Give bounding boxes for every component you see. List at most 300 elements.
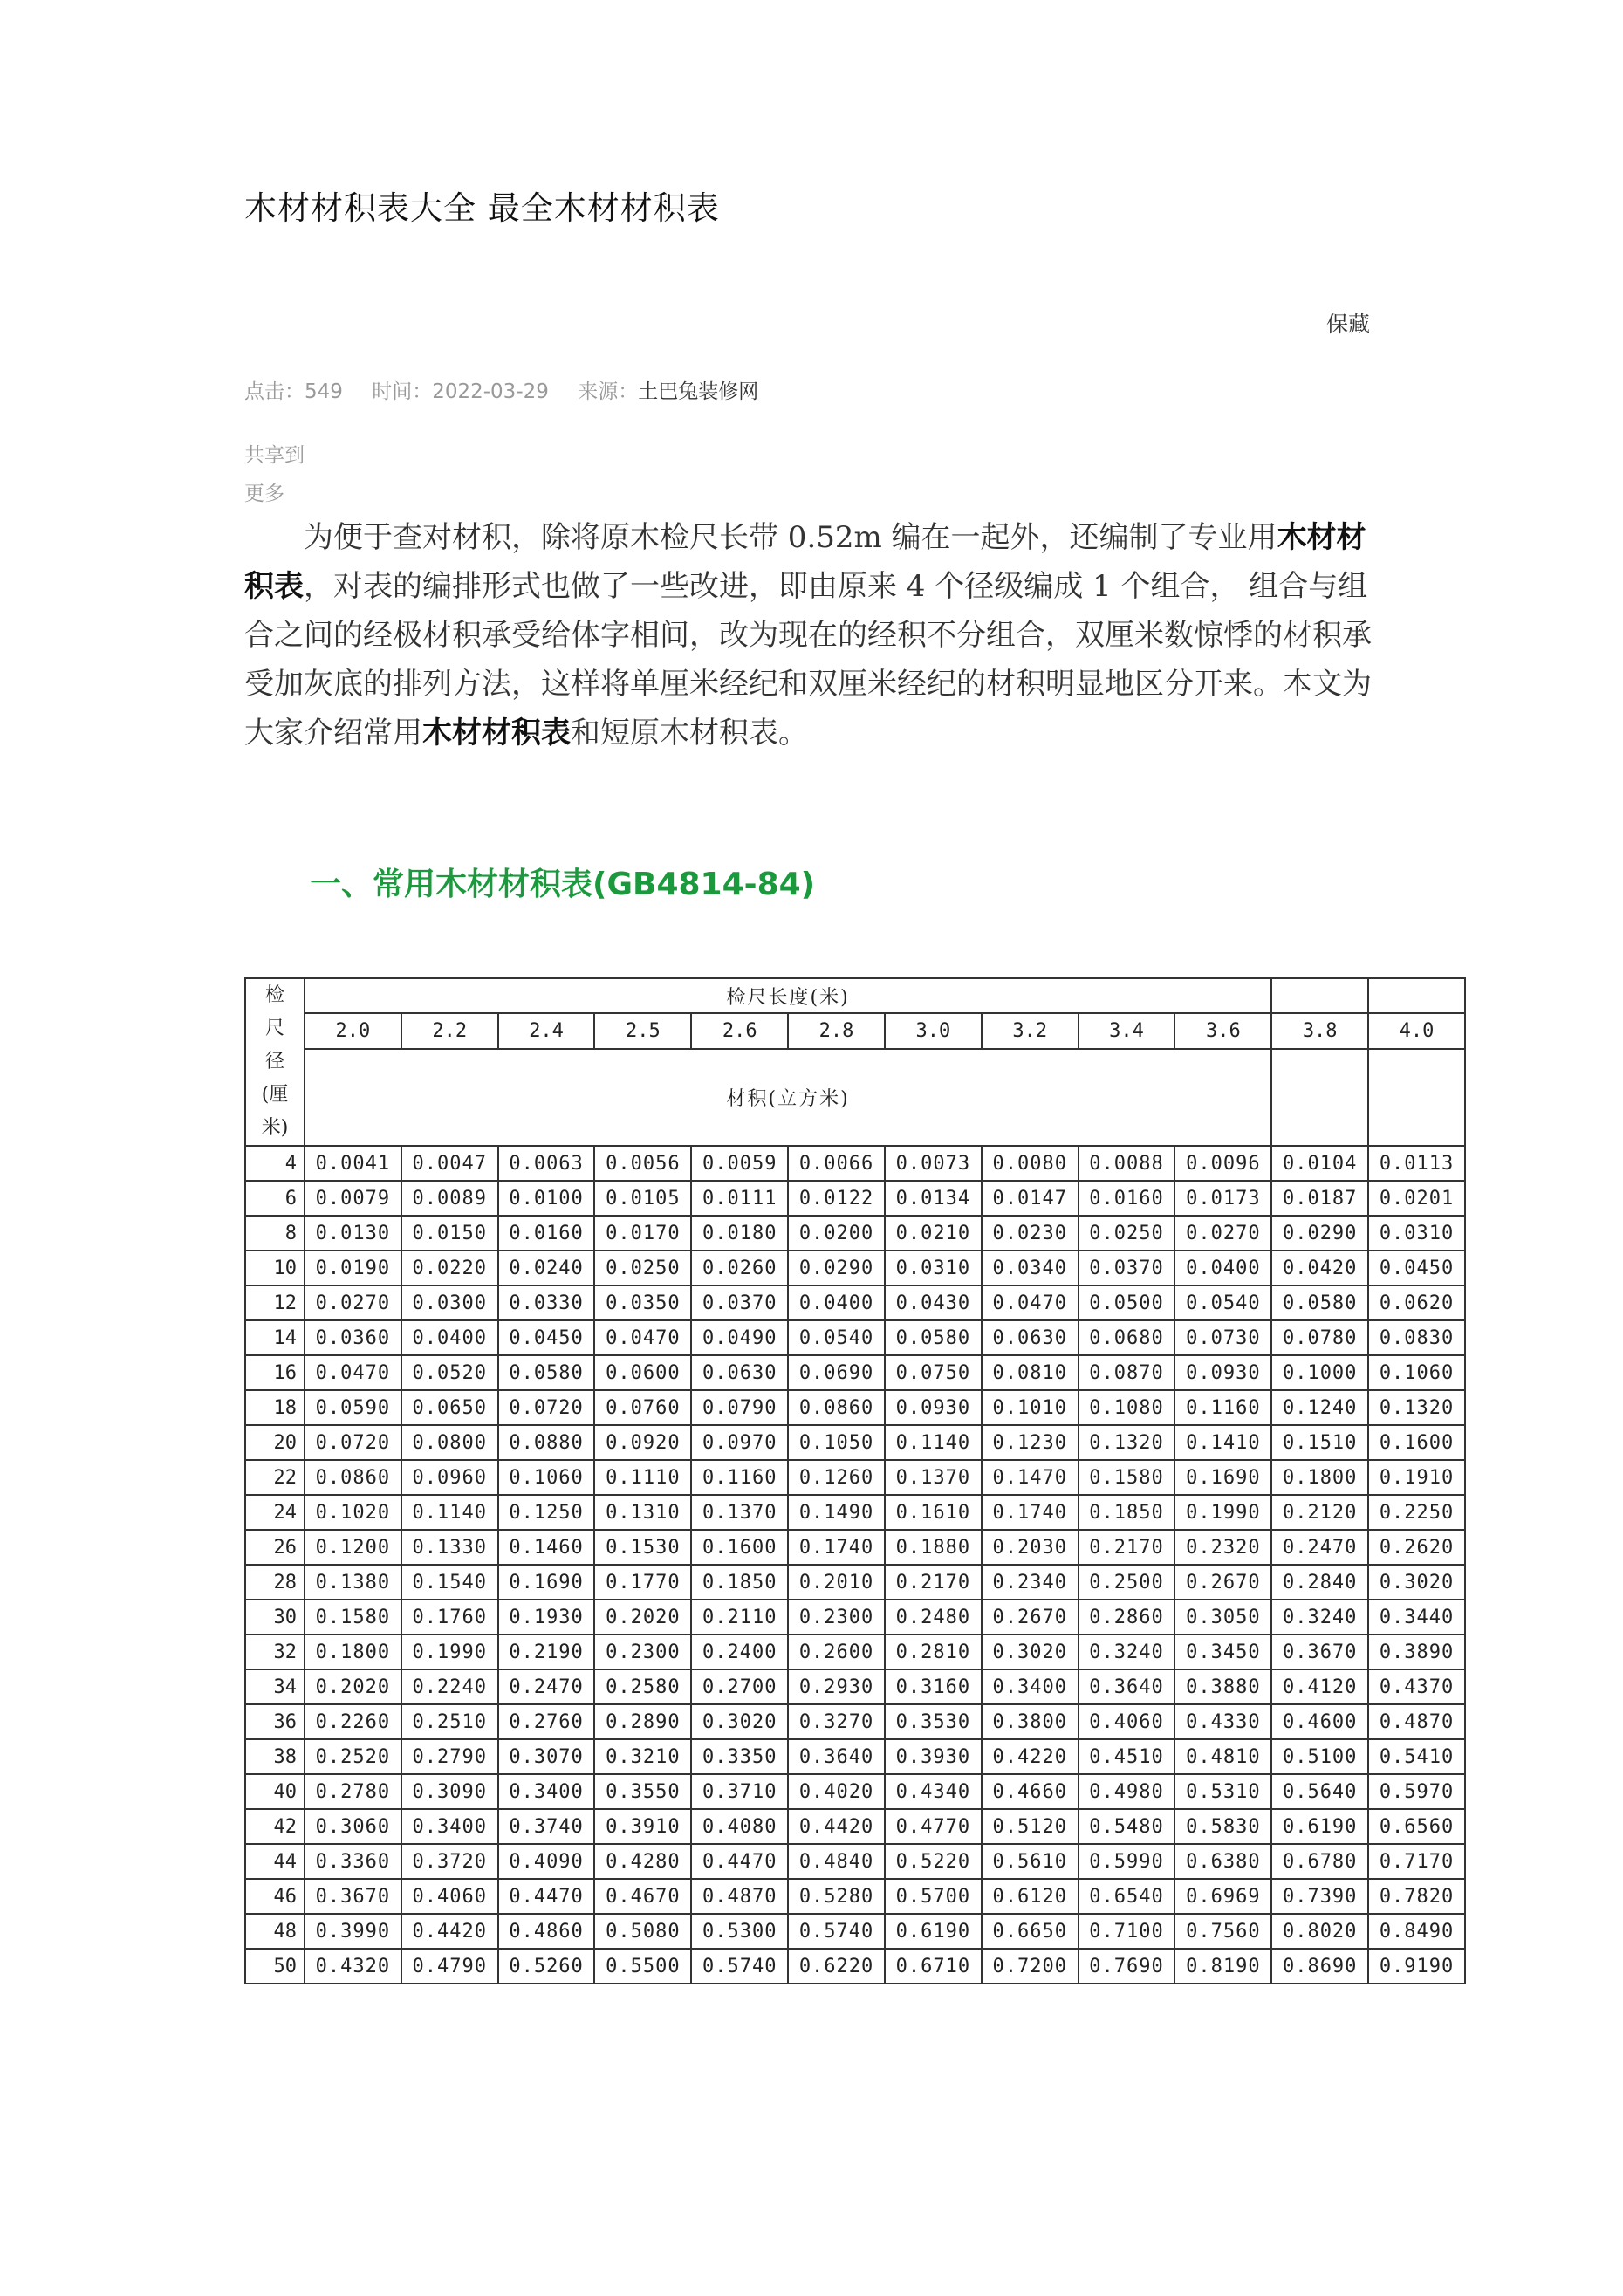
volume-cell: 0.0310 [885,1251,982,1285]
volume-cell: 0.1000 [1271,1355,1368,1390]
table-row [245,1390,1465,1425]
volume-cell: 0.0960 [401,1460,498,1495]
volume-cell: 0.4790 [401,1949,498,1984]
volume-cell: 0.0250 [1079,1216,1175,1251]
diameter-cell: 16 [245,1355,305,1390]
volume-cell: 0.3090 [401,1774,498,1809]
volume-cell: 0.0430 [885,1285,982,1320]
diameter-cell: 30 [245,1600,305,1635]
table-row [245,1495,1465,1530]
diameter-cell: 12 [245,1285,305,1320]
source-label: 来源： [578,380,639,403]
table-row [245,1774,1465,1809]
source-link[interactable]: 土巴兔装修网 [638,380,759,403]
table-row [245,1216,1465,1251]
volume-cell: 0.0630 [691,1355,788,1390]
volume-cell: 0.5990 [1079,1844,1175,1879]
length-cell: 3.8 [1271,1013,1368,1048]
volume-cell: 0.6560 [1368,1809,1465,1844]
volume-cell: 0.0130 [305,1216,401,1251]
volume-cell: 0.0730 [1174,1320,1271,1355]
volume-cell: 0.2580 [594,1669,691,1704]
volume-cell: 0.0056 [594,1146,691,1181]
diameter-cell: 40 [245,1774,305,1809]
volume-cell: 0.5280 [788,1879,885,1914]
volume-cell: 0.1320 [1079,1425,1175,1460]
favorite-button[interactable]: 保藏 [1325,312,1370,337]
volume-cell: 0.2110 [691,1600,788,1635]
volume-cell: 0.0810 [982,1355,1079,1390]
click-count: 点击：549 [244,380,343,403]
volume-cell: 0.1770 [594,1565,691,1600]
volume-cell: 0.0096 [1174,1146,1271,1181]
volume-cell: 0.0100 [498,1181,595,1216]
volume-cell: 0.2510 [401,1704,498,1739]
volume-cell: 0.5700 [885,1879,982,1914]
volume-cell: 0.1080 [1079,1390,1175,1425]
volume-cell: 0.1610 [885,1495,982,1530]
volume-cell: 0.3270 [788,1704,885,1739]
volume-cell: 0.1110 [594,1460,691,1495]
volume-cell: 0.2810 [885,1635,982,1669]
volume-cell: 0.0073 [885,1146,982,1181]
diameter-cell: 26 [245,1530,305,1565]
volume-cell: 0.1240 [1271,1390,1368,1425]
table-body [245,1146,1465,1984]
volume-cell: 0.5740 [691,1949,788,1984]
volume-cell: 0.0080 [982,1146,1079,1181]
volume-cell: 0.0470 [982,1285,1079,1320]
volume-cell: 0.1530 [594,1530,691,1565]
volume-cell: 0.1910 [1368,1460,1465,1495]
volume-cell: 0.0630 [982,1320,1079,1355]
volume-cell: 0.8490 [1368,1914,1465,1949]
length-cell: 3.6 [1174,1013,1271,1048]
volume-cell: 0.2020 [305,1669,401,1704]
volume-cell: 0.7820 [1368,1879,1465,1914]
volume-cell: 0.1380 [305,1565,401,1600]
volume-cell: 0.2700 [691,1669,788,1704]
volume-cell: 0.1850 [691,1565,788,1600]
volume-cell: 0.4870 [1368,1704,1465,1739]
volume-cell: 0.5480 [1079,1809,1175,1844]
volume-cell: 0.6540 [1079,1879,1175,1914]
volume-cell: 0.2500 [1079,1565,1175,1600]
volume-cell: 0.2840 [1271,1565,1368,1600]
diameter-cell: 50 [245,1949,305,1984]
volume-cell: 0.0500 [1079,1285,1175,1320]
volume-cell: 0.2010 [788,1565,885,1600]
volume-cell: 0.5410 [1368,1739,1465,1774]
diameter-cell: 10 [245,1251,305,1285]
share-to-label[interactable]: 共享到 [244,444,305,467]
diameter-cell: 22 [245,1460,305,1495]
volume-cell: 0.4280 [594,1844,691,1879]
volume-cell: 0.4420 [401,1914,498,1949]
table-row [245,1704,1465,1739]
volume-cell: 0.5300 [691,1914,788,1949]
volume-cell: 0.0490 [691,1320,788,1355]
volume-cell: 0.0260 [691,1251,788,1285]
volume-cell: 0.0111 [691,1181,788,1216]
volume-cell: 0.3210 [594,1739,691,1774]
volume-cell: 0.7170 [1368,1844,1465,1879]
intro-text-2: ，对表的编排形式也做了一些改进，即由原来 4 个径级编成 1 个组合， 组合与组合之间的经极材积承受给体字相间，改为现在的经积不分组合，双厘米数惊悸的材积承受加灰底的排列方法，这样将单厘米经纪和双厘米经纪的材积明显地区分开来。本文为大家介绍常用 [244,569,1372,750]
volume-cell: 0.2790 [401,1739,498,1774]
volume-cell: 0.0580 [885,1320,982,1355]
volume-cell: 0.3440 [1368,1600,1465,1635]
volume-cell: 0.0201 [1368,1181,1465,1216]
volume-cell: 0.3020 [691,1704,788,1739]
volume-header-blank [1368,1049,1465,1146]
diameter-cell: 42 [245,1809,305,1844]
volume-cell: 0.0650 [401,1390,498,1425]
diameter-cell: 44 [245,1844,305,1879]
volume-cell: 0.3670 [1271,1635,1368,1669]
volume-cell: 0.3400 [401,1809,498,1844]
volume-cell: 0.2400 [691,1635,788,1669]
volume-cell: 0.6650 [982,1914,1079,1949]
intro-keyword-link-1[interactable]: 木材材积表 [244,520,1366,604]
volume-cell: 0.2620 [1368,1530,1465,1565]
volume-cell: 0.1930 [498,1600,595,1635]
volume-cell: 0.2670 [982,1600,1079,1635]
volume-cell: 0.6380 [1174,1844,1271,1879]
volume-cell: 0.5830 [1174,1809,1271,1844]
table-row [245,1565,1465,1600]
intro-text-3: 和短原木材积表。 [571,716,808,750]
volume-cell: 0.7200 [982,1949,1079,1984]
volume-cell: 0.7390 [1271,1879,1368,1914]
volume-cell: 0.3400 [498,1774,595,1809]
volume-cell: 0.1410 [1174,1425,1271,1460]
volume-cell: 0.0880 [498,1425,595,1460]
volume-cell: 0.1370 [691,1495,788,1530]
volume-cell: 0.2890 [594,1704,691,1739]
volume-cell: 0.3060 [305,1809,401,1844]
table-row [245,1914,1465,1949]
volume-cell: 0.1020 [305,1495,401,1530]
volume-cell: 0.1990 [401,1635,498,1669]
volume-cell: 0.1580 [305,1600,401,1635]
volume-cell: 0.0088 [1079,1146,1175,1181]
volume-cell: 0.2340 [982,1565,1079,1600]
volume-cell: 0.3450 [1174,1635,1271,1669]
volume-cell: 0.4810 [1174,1739,1271,1774]
volume-cell: 0.0160 [1079,1181,1175,1216]
volume-cell: 0.5310 [1174,1774,1271,1809]
length-cell: 2.5 [594,1013,691,1048]
volume-cell: 0.0290 [1271,1216,1368,1251]
volume-cell: 0.0790 [691,1390,788,1425]
volume-cell: 0.1230 [982,1425,1079,1460]
volume-cell: 0.4090 [498,1844,595,1879]
table-row [245,1355,1465,1390]
volume-cell: 0.1250 [498,1495,595,1530]
volume-cell: 0.0310 [1368,1216,1465,1251]
volume-cell: 0.3990 [305,1914,401,1949]
volume-cell: 0.0780 [1271,1320,1368,1355]
volume-cell: 0.5740 [788,1914,885,1949]
volume-cell: 0.0420 [1271,1251,1368,1285]
volume-cell: 0.1330 [401,1530,498,1565]
section-heading: 一、常用木材材积表(GB4814-84) [310,867,816,902]
volume-cell: 0.2320 [1174,1530,1271,1565]
volume-cell: 0.0860 [305,1460,401,1495]
volume-cell: 0.0930 [1174,1355,1271,1390]
volume-cell: 0.1010 [982,1390,1079,1425]
volume-cell: 0.2190 [498,1635,595,1669]
volume-cell: 0.0350 [594,1285,691,1320]
volume-cell: 0.0580 [498,1355,595,1390]
article-meta [244,375,781,404]
volume-cell: 0.1580 [1079,1460,1175,1495]
table-row [245,1600,1465,1635]
volume-cell: 0.1800 [305,1635,401,1669]
volume-cell: 0.3240 [1271,1600,1368,1635]
volume-cell: 0.0680 [1079,1320,1175,1355]
volume-cell: 0.5970 [1368,1774,1465,1809]
volume-cell: 0.1690 [498,1565,595,1600]
volume-cell: 0.0720 [305,1425,401,1460]
volume-cell: 0.0920 [594,1425,691,1460]
volume-cell: 0.6780 [1271,1844,1368,1879]
volume-cell: 0.2300 [788,1600,885,1635]
volume-cell: 0.0240 [498,1251,595,1285]
volume-cell: 0.0370 [1079,1251,1175,1285]
volume-cell: 0.4660 [982,1774,1079,1809]
volume-cell: 0.2170 [885,1565,982,1600]
volume-cell: 0.0089 [401,1181,498,1216]
more-link[interactable]: 更多 [244,483,284,505]
volume-cell: 0.0160 [498,1216,595,1251]
volume-cell: 0.0370 [691,1285,788,1320]
volume-cell: 0.0066 [788,1146,885,1181]
volume-cell: 0.3740 [498,1809,595,1844]
length-group-header: 检尺长度(米) [305,978,1271,1013]
volume-cell: 0.1260 [788,1460,885,1495]
volume-cell: 0.1160 [691,1460,788,1495]
volume-cell: 0.0590 [305,1390,401,1425]
volume-cell: 0.0400 [1174,1251,1271,1285]
volume-cell: 0.1990 [1174,1495,1271,1530]
volume-cell: 0.0580 [1271,1285,1368,1320]
volume-cell: 0.1850 [1079,1495,1175,1530]
volume-cell: 0.0470 [594,1320,691,1355]
volume-cell: 0.1880 [885,1530,982,1565]
volume-cell: 0.0104 [1271,1146,1368,1181]
volume-cell: 0.3070 [498,1739,595,1774]
volume-cell: 0.4980 [1079,1774,1175,1809]
volume-cell: 0.2480 [885,1600,982,1635]
table-row [245,1809,1465,1844]
volume-cell: 0.0220 [401,1251,498,1285]
diameter-cell: 14 [245,1320,305,1355]
volume-cell: 0.0860 [788,1390,885,1425]
volume-cell: 0.1310 [594,1495,691,1530]
length-cell: 4.0 [1368,1013,1465,1048]
volume-cell: 0.0180 [691,1216,788,1251]
volume-cell: 0.0300 [401,1285,498,1320]
volume-cell: 0.0360 [305,1320,401,1355]
diameter-cell: 20 [245,1425,305,1460]
volume-cell: 0.1140 [401,1495,498,1530]
table-row [245,1460,1465,1495]
volume-cell: 0.4320 [305,1949,401,1984]
volume-cell: 0.2780 [305,1774,401,1809]
volume-cell: 0.0150 [401,1216,498,1251]
volume-cell: 0.1740 [982,1495,1079,1530]
volume-cell: 0.3880 [1174,1669,1271,1704]
length-cell: 3.4 [1079,1013,1175,1048]
volume-cell: 0.4020 [788,1774,885,1809]
diameter-cell: 48 [245,1914,305,1949]
volume-cell: 0.0230 [982,1216,1079,1251]
timber-volume-table [244,977,1466,1984]
volume-cell: 0.0970 [691,1425,788,1460]
volume-cell: 0.1470 [982,1460,1079,1495]
volume-cell: 0.0270 [305,1285,401,1320]
diameter-cell: 6 [245,1181,305,1216]
volume-cell: 0.1460 [498,1530,595,1565]
volume-cell: 0.4420 [788,1809,885,1844]
volume-cell: 0.4670 [594,1879,691,1914]
volume-cell: 0.3710 [691,1774,788,1809]
diameter-cell: 36 [245,1704,305,1739]
length-cell: 2.0 [305,1013,401,1048]
volume-cell: 0.5120 [982,1809,1079,1844]
length-cell: 2.6 [691,1013,788,1048]
volume-cell: 0.4370 [1368,1669,1465,1704]
volume-cell: 0.1800 [1271,1460,1368,1495]
volume-cell: 0.3400 [982,1669,1079,1704]
volume-cell: 0.2470 [498,1669,595,1704]
volume-cell: 0.1740 [788,1530,885,1565]
volume-cell: 0.4870 [691,1879,788,1914]
volume-cell: 0.3530 [885,1704,982,1739]
volume-cell: 0.8190 [1174,1949,1271,1984]
volume-cell: 0.0600 [594,1355,691,1390]
volume-cell: 0.0930 [885,1390,982,1425]
volume-cell: 0.0340 [982,1251,1079,1285]
table-row [245,1879,1465,1914]
volume-cell: 0.1320 [1368,1390,1465,1425]
volume-cell: 0.4770 [885,1809,982,1844]
volume-cell: 0.6969 [1174,1879,1271,1914]
article-title: 木材材积表大全 最全木材材积表 [244,189,720,227]
volume-cell: 0.8690 [1271,1949,1368,1984]
volume-cell: 0.4330 [1174,1704,1271,1739]
volume-cell: 0.0134 [885,1181,982,1216]
volume-header-blank [1271,1049,1368,1146]
volume-cell: 0.0830 [1368,1320,1465,1355]
volume-cell: 0.6190 [1271,1809,1368,1844]
volume-cell: 0.3020 [1368,1565,1465,1600]
volume-cell: 0.0187 [1271,1181,1368,1216]
volume-cell: 0.0690 [788,1355,885,1390]
volume-cell: 0.3640 [1079,1669,1175,1704]
volume-cell: 0.3550 [594,1774,691,1809]
volume-cell: 0.3020 [982,1635,1079,1669]
volume-cell: 0.0200 [788,1216,885,1251]
volume-cell: 0.0250 [594,1251,691,1285]
volume-cell: 0.1140 [885,1425,982,1460]
volume-cell: 0.1160 [1174,1390,1271,1425]
volume-cell: 0.1540 [401,1565,498,1600]
length-cell: 2.2 [401,1013,498,1048]
volume-cell: 0.0063 [498,1146,595,1181]
diameter-cell: 28 [245,1565,305,1600]
volume-cell: 0.2120 [1271,1495,1368,1530]
volume-cell: 0.1600 [1368,1425,1465,1460]
volume-cell: 0.0720 [498,1390,595,1425]
intro-paragraph [244,513,1379,757]
table-row [245,1949,1465,1984]
volume-cell: 0.7690 [1079,1949,1175,1984]
table-row [245,1251,1465,1285]
volume-cell: 0.4470 [498,1879,595,1914]
volume-cell: 0.4060 [401,1879,498,1914]
table-row [245,1739,1465,1774]
volume-cell: 0.3160 [885,1669,982,1704]
volume-cell: 0.0113 [1368,1146,1465,1181]
volume-cell: 0.2930 [788,1669,885,1704]
volume-cell: 0.5500 [594,1949,691,1984]
volume-cell: 0.0870 [1079,1355,1175,1390]
intro-keyword-link-2[interactable]: 木材材积表 [422,716,571,750]
volume-cell: 0.6220 [788,1949,885,1984]
volume-cell: 0.2030 [982,1530,1079,1565]
volume-cell: 0.3720 [401,1844,498,1879]
volume-cell: 0.3910 [594,1809,691,1844]
volume-cell: 0.2020 [594,1600,691,1635]
length-header-blank [1368,978,1465,1013]
volume-cell: 0.0079 [305,1181,401,1216]
volume-cell: 0.2760 [498,1704,595,1739]
volume-cell: 0.4060 [1079,1704,1175,1739]
volume-cell: 0.0400 [788,1285,885,1320]
volume-cell: 0.3240 [1079,1635,1175,1669]
volume-cell: 0.6710 [885,1949,982,1984]
volume-cell: 0.1690 [1174,1460,1271,1495]
volume-cell: 0.3890 [1368,1635,1465,1669]
volume-cell: 0.2170 [1079,1530,1175,1565]
volume-cell: 0.0470 [305,1355,401,1390]
volume-cell: 0.4470 [691,1844,788,1879]
volume-cell: 0.1060 [498,1460,595,1495]
volume-cell: 0.4600 [1271,1704,1368,1739]
volume-cell: 0.8020 [1271,1914,1368,1949]
volume-cell: 0.2260 [305,1704,401,1739]
volume-cell: 0.6120 [982,1879,1079,1914]
volume-cell: 0.1490 [788,1495,885,1530]
table-row [245,1285,1465,1320]
table-row [245,1181,1465,1216]
length-cell: 3.2 [982,1013,1079,1048]
volume-cell: 0.3050 [1174,1600,1271,1635]
share-block [244,436,305,513]
diameter-cell: 18 [245,1390,305,1425]
volume-cell: 0.0170 [594,1216,691,1251]
intro-text-1: 为便于查对材积，除将原木检尺长带 0.52m 编在一起外，还编制了专业用 [304,520,1277,555]
volume-cell: 0.1050 [788,1425,885,1460]
volume-cell: 0.1060 [1368,1355,1465,1390]
volume-cell: 0.0800 [401,1425,498,1460]
volume-cell: 0.0450 [498,1320,595,1355]
table-row [245,1844,1465,1879]
volume-cell: 0.0330 [498,1285,595,1320]
volume-cell: 0.1510 [1271,1425,1368,1460]
